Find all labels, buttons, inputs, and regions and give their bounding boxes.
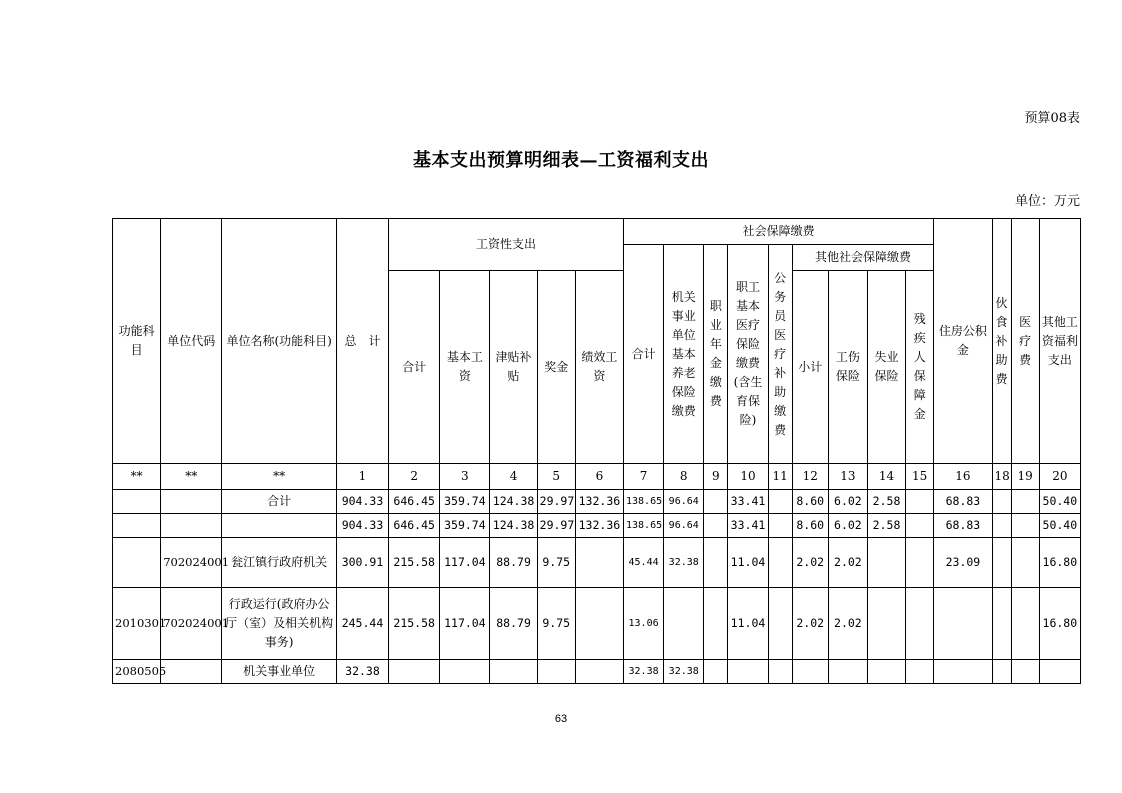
table-cell: 16.80 [1039,588,1080,660]
table-cell: 245.44 [336,588,388,660]
table-cell [575,538,623,588]
table-cell [768,514,792,538]
table-cell: 646.45 [389,490,440,514]
table-cell: 11.04 [728,588,768,660]
table-cell [906,660,934,684]
column-index-cell: 1 [336,464,388,490]
table-cell [934,660,992,684]
table-cell: 88.79 [490,538,537,588]
table-cell [490,660,537,684]
table-cell: 88.79 [490,588,537,660]
column-index-cell: 19 [1011,464,1039,490]
table-cell: 16.80 [1039,538,1080,588]
col-civil-medical: 公务员医疗补助缴费 [768,245,792,464]
col-injury: 工伤保险 [828,271,867,464]
column-index-cell: 6 [575,464,623,490]
table-cell: 359.74 [440,514,490,538]
column-index-cell: 12 [792,464,828,490]
column-index-cell: 14 [867,464,905,490]
table-cell: 33.41 [728,490,768,514]
table-cell: 6.02 [828,490,867,514]
table-cell [1011,538,1039,588]
table-cell [867,588,905,660]
table-cell: 124.38 [490,490,537,514]
table-cell [867,538,905,588]
table-cell [768,588,792,660]
table-cell: 702024001 [161,538,222,588]
table-cell: 29.97 [537,490,575,514]
table-cell [704,660,728,684]
col-total: 总 计 [336,219,388,464]
table-cell: 215.58 [389,588,440,660]
column-index-cell: 18 [992,464,1011,490]
column-index-cell: ** [222,464,336,490]
table-cell [934,588,992,660]
group-other-social: 其他社会保障缴费 [792,245,934,271]
table-cell: 96.64 [664,514,704,538]
table-cell [792,660,828,684]
table-row [113,514,1081,538]
table-cell [906,490,934,514]
index-row-group [113,464,1081,490]
table-cell [222,514,336,538]
table-cell [704,514,728,538]
table-cell: 359.74 [440,490,490,514]
table-cell [389,660,440,684]
col-func-subject: 功能科目 [113,219,161,464]
table-cell: 50.40 [1039,490,1080,514]
column-index-cell: ** [161,464,222,490]
table-cell: 9.75 [537,538,575,588]
column-index-cell: 16 [934,464,992,490]
table-cell [828,660,867,684]
col-unemployment: 失业保险 [867,271,905,464]
table-cell: 117.04 [440,588,490,660]
col-meal: 伙食补助费 [992,219,1011,464]
table-cell: 2.58 [867,490,905,514]
col-pension: 机关事业单位基本养老保险缴费 [664,245,704,464]
table-cell: 138.65 [624,490,664,514]
table-cell: 300.91 [336,538,388,588]
group-wage: 工资性支出 [389,219,624,271]
col-basic-wage: 基本工资 [440,271,490,464]
table-cell [113,514,161,538]
table-cell: 68.83 [934,490,992,514]
table-cell [575,660,623,684]
column-index-cell: 10 [728,464,768,490]
table-cell [1011,588,1039,660]
col-medical: 职工基本医疗保险缴费(含生育保险) [728,245,768,464]
table-cell: 6.02 [828,514,867,538]
table-cell: 32.38 [664,660,704,684]
table-cell [768,660,792,684]
column-index-cell: 2 [389,464,440,490]
column-index-cell: 3 [440,464,490,490]
table-cell: 13.06 [624,588,664,660]
table-row [113,588,1081,660]
table-cell: 68.83 [934,514,992,538]
table-cell [1011,490,1039,514]
col-unit-name: 单位名称(功能科目) [222,219,336,464]
col-performance: 绩效工资 [575,271,623,464]
column-index-cell: 20 [1039,464,1080,490]
table-cell: 2.02 [792,588,828,660]
budget-table [112,218,1081,684]
table-cell: 行政运行(政府办公厅（室）及相关机构事务) [222,588,336,660]
table-cell [1011,660,1039,684]
table-cell [728,660,768,684]
col-allowance: 津贴补贴 [490,271,537,464]
header-row-1 [113,219,1081,245]
column-index-cell: 8 [664,464,704,490]
table-cell [440,660,490,684]
table-cell: 2080505 [113,660,161,684]
table-cell: 9.75 [537,588,575,660]
column-index-row [113,464,1081,490]
table-cell [992,514,1011,538]
table-cell: 215.58 [389,538,440,588]
table-cell [1039,660,1080,684]
column-index-cell: 4 [490,464,537,490]
table-cell: 2.02 [828,588,867,660]
table-cell: 117.04 [440,538,490,588]
table-cell: 904.33 [336,490,388,514]
col-med-fee: 医疗费 [1011,219,1039,464]
table-cell [906,588,934,660]
col-wage-heji: 合计 [389,271,440,464]
table-cell: 2.58 [867,514,905,538]
table-cell [113,490,161,514]
table-cell [992,490,1011,514]
unit-label: 单位：万元 [1014,194,1080,209]
col-disabled: 残疾人保障金 [906,271,934,464]
table-cell [1011,514,1039,538]
table-cell: 96.64 [664,490,704,514]
col-housing: 住房公积金 [934,219,992,464]
table-cell: 23.09 [934,538,992,588]
form-number: 预算08表 [1024,111,1080,126]
col-bonus: 奖金 [537,271,575,464]
table-cell: 138.65 [624,514,664,538]
table-cell: 132.36 [575,514,623,538]
table-cell: 2.02 [828,538,867,588]
table-row [113,490,1081,514]
table-cell: 2010301 [113,588,161,660]
page-number: 63 [554,713,568,725]
group-social: 社会保障缴费 [624,219,934,245]
table-cell: 32.38 [664,538,704,588]
table-cell [704,490,728,514]
data-rows-group [113,490,1081,684]
table-cell: 45.44 [624,538,664,588]
col-other-welfare: 其他工资福利支出 [1039,219,1080,464]
col-subtotal: 小计 [792,271,828,464]
table-cell [992,588,1011,660]
table-cell: 33.41 [728,514,768,538]
table-cell: 机关事业单位 [222,660,336,684]
column-index-cell: 9 [704,464,728,490]
table-cell [113,538,161,588]
table-cell: 50.40 [1039,514,1080,538]
table-cell [992,538,1011,588]
column-index-cell: 7 [624,464,664,490]
column-index-cell: 13 [828,464,867,490]
col-social-heji: 合计 [624,245,664,464]
column-index-cell: 15 [906,464,934,490]
table-cell [704,538,728,588]
table-cell [768,538,792,588]
table-row [113,538,1081,588]
table-row [113,660,1081,684]
table-cell: 646.45 [389,514,440,538]
column-index-cell: 5 [537,464,575,490]
table-cell [867,660,905,684]
table-cell: 11.04 [728,538,768,588]
table-cell [664,588,704,660]
table-cell [906,514,934,538]
table-cell: 32.38 [624,660,664,684]
table-cell [161,660,222,684]
table-cell [161,490,222,514]
table-cell: 29.97 [537,514,575,538]
table-cell: 702024001 [161,588,222,660]
table-cell: 904.33 [336,514,388,538]
column-index-cell: 11 [768,464,792,490]
table-cell: 8.60 [792,514,828,538]
table-cell: 132.36 [575,490,623,514]
page-title: 基本支出预算明细表—工资福利支出 [413,150,709,171]
table-cell: 瓮江镇行政府机关 [222,538,336,588]
table-cell: 8.60 [792,490,828,514]
table-cell [992,660,1011,684]
table-cell [537,660,575,684]
table-cell [906,538,934,588]
table-cell: 124.38 [490,514,537,538]
column-index-cell: ** [113,464,161,490]
table-cell [704,588,728,660]
table-cell [575,588,623,660]
table-cell: 合计 [222,490,336,514]
table-cell: 2.02 [792,538,828,588]
col-annuity: 职业年金缴费 [704,245,728,464]
table-cell: 32.38 [336,660,388,684]
table-cell [768,490,792,514]
table-cell [161,514,222,538]
col-unit-code: 单位代码 [161,219,222,464]
